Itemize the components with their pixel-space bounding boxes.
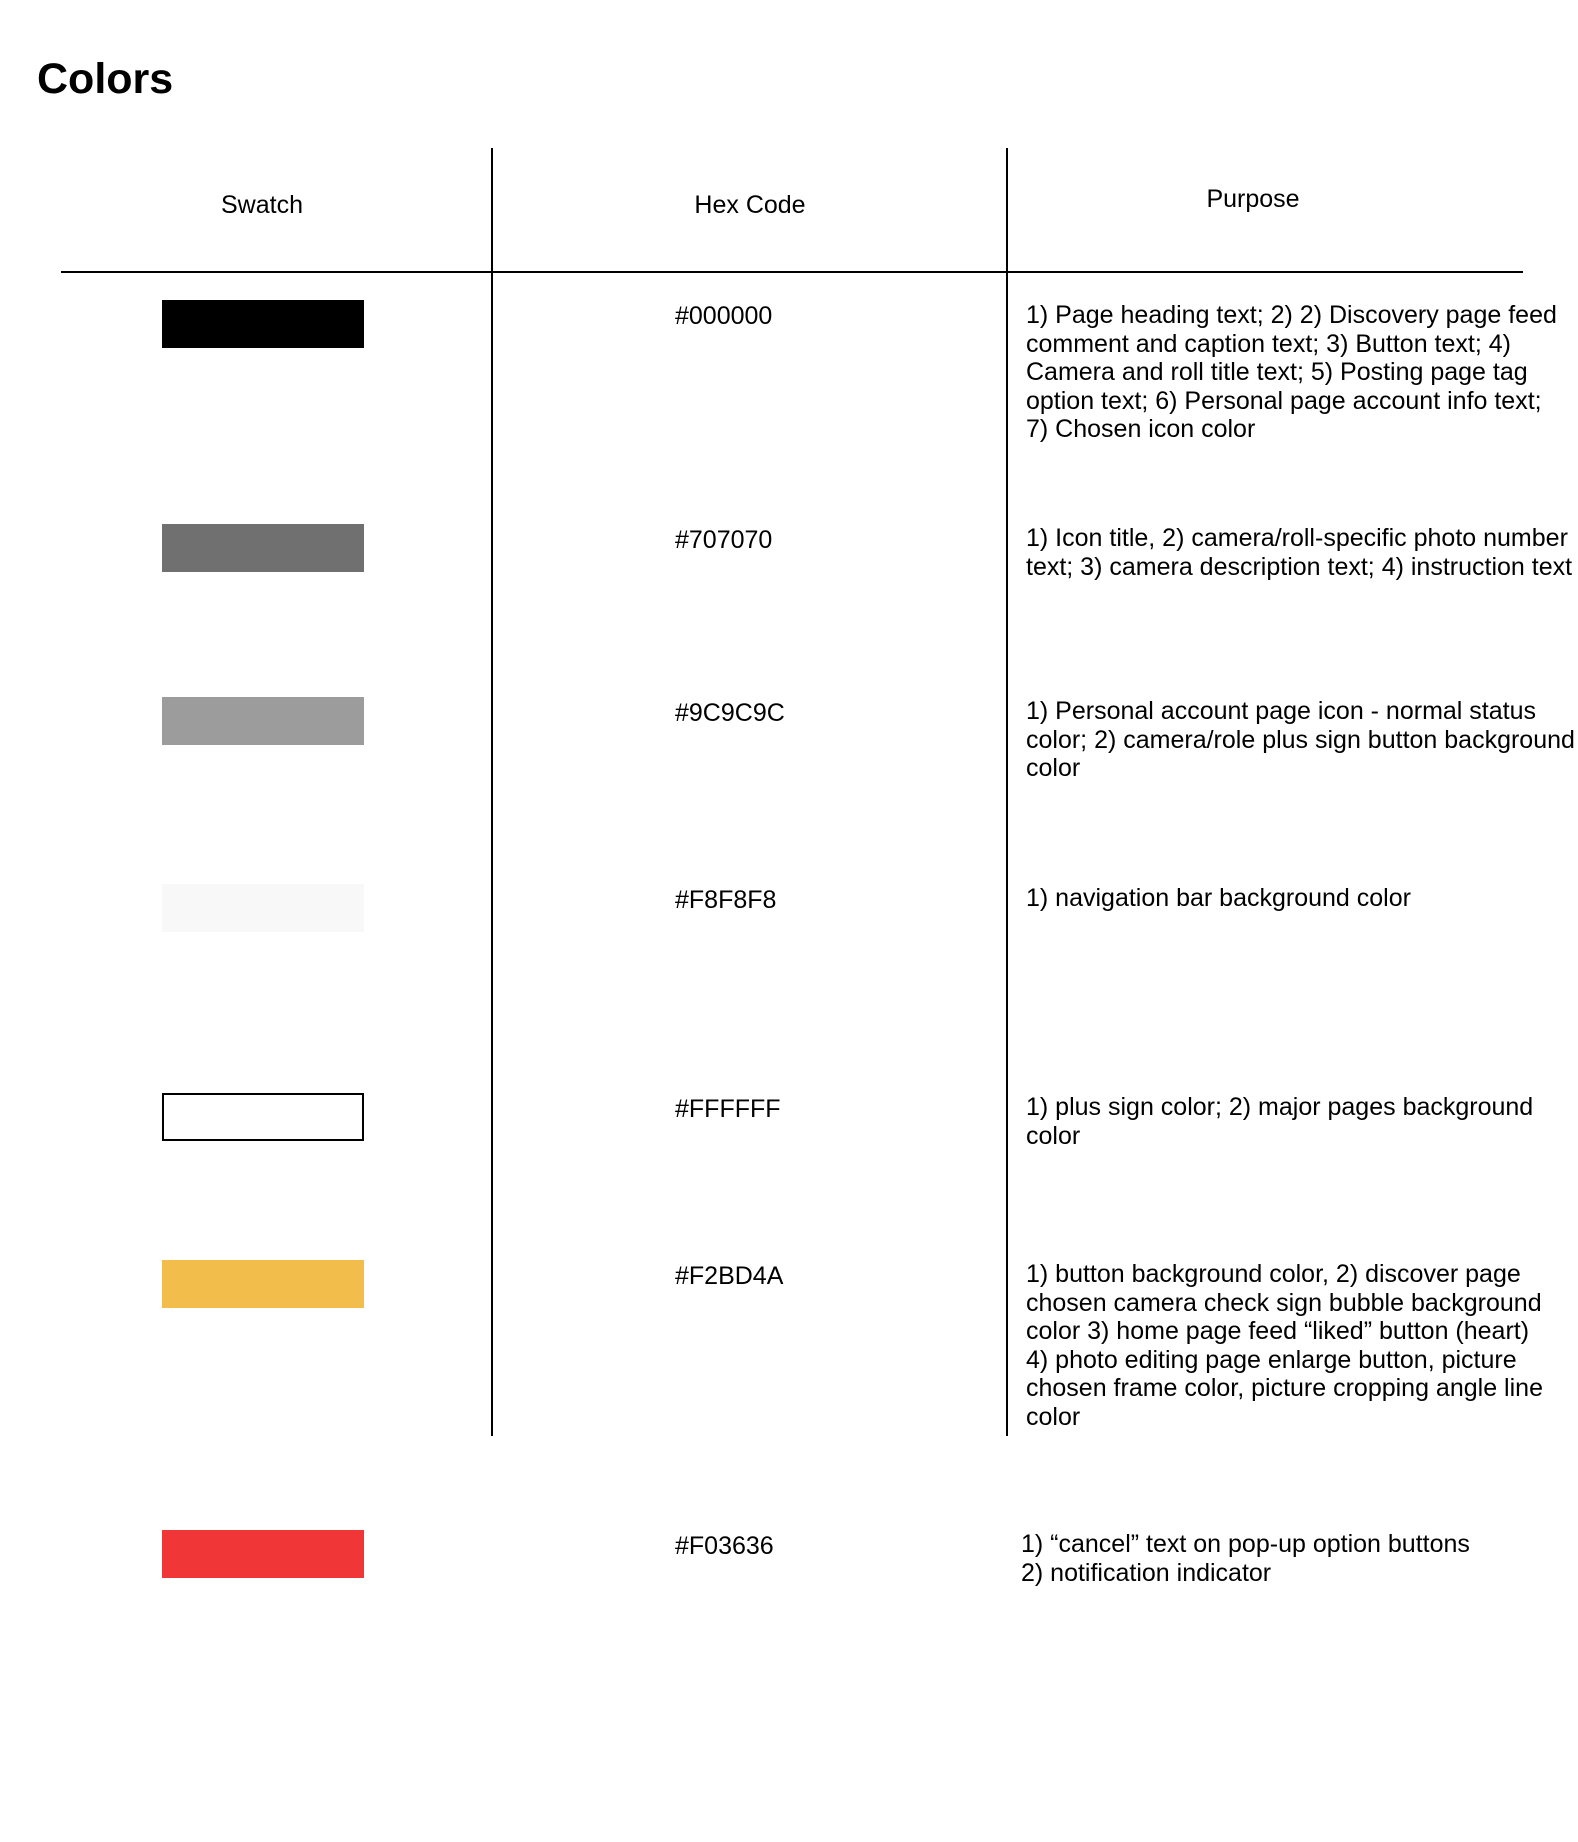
page-title: Colors [37, 55, 174, 103]
purpose-text-medium-gray [1026, 697, 1576, 783]
hex-code-white: #FFFFFF [675, 1095, 781, 1123]
column-header-hex-code: Hex Code [694, 191, 806, 219]
hex-code-medium-gray: #9C9C9C [675, 699, 785, 727]
purpose-line: color [1026, 1121, 1081, 1150]
purpose-text-dark-gray [1026, 524, 1576, 581]
hex-code-red: #F03636 [675, 1532, 774, 1560]
column-header-swatch: Swatch [221, 191, 303, 219]
column-divider-1 [491, 148, 493, 1436]
purpose-text-black [1026, 301, 1576, 444]
purpose-line: 1) plus sign color; 2) major pages background [1026, 1093, 1534, 1121]
purpose-line: chosen camera check sign bubble background [1026, 1288, 1542, 1317]
purpose-line: comment and caption text; 3) Button text; 4) [1026, 329, 1511, 358]
color-swatch-yellow [162, 1260, 364, 1308]
column-header-purpose: Purpose [1206, 185, 1300, 213]
purpose-line: color 3) home page feed “liked” button (heart) [1026, 1317, 1530, 1345]
header-divider [61, 271, 1523, 273]
purpose-line: option text; 6) Personal page account info text; [1026, 386, 1542, 415]
color-swatch-black [162, 300, 364, 348]
column-divider-2 [1006, 148, 1008, 1436]
purpose-text-white [1026, 1093, 1576, 1150]
purpose-line: Camera and roll title text; 5) Posting page tag [1026, 358, 1528, 386]
color-swatch-red [162, 1530, 364, 1578]
purpose-line: color [1026, 1402, 1081, 1431]
hex-code-dark-gray: #707070 [675, 526, 773, 554]
purpose-text-light-gray [1026, 884, 1576, 913]
purpose-line: color [1026, 754, 1081, 782]
purpose-line: 1) Page heading text; 2) 2) Discovery page feed [1026, 301, 1557, 329]
hex-code-yellow: #F2BD4A [675, 1262, 784, 1290]
purpose-line: 1) button background color, 2) discover page [1026, 1260, 1521, 1288]
purpose-text-yellow [1026, 1260, 1576, 1431]
hex-code-black: #000000 [675, 302, 773, 330]
purpose-line: text; 3) camera description text; 4) instruction text [1026, 552, 1573, 581]
hex-code-light-gray: #F8F8F8 [675, 886, 777, 914]
color-swatch-dark-gray [162, 524, 364, 572]
purpose-line: 1) navigation bar background color [1026, 884, 1411, 912]
purpose-line: 7) Chosen icon color [1026, 415, 1256, 443]
purpose-line: 4) photo editing page enlarge button, picture [1026, 1345, 1517, 1374]
color-swatch-white [162, 1093, 364, 1141]
purpose-line: 2) notification indicator [1021, 1558, 1272, 1587]
color-swatch-light-gray [162, 884, 364, 932]
purpose-line: 1) Personal account page icon - normal status [1026, 697, 1536, 725]
purpose-line: 1) “cancel” text on pop-up option buttons [1021, 1530, 1470, 1558]
purpose-line: color; 2) camera/role plus sign button background [1026, 725, 1575, 754]
purpose-line: chosen frame color, picture cropping angle line [1026, 1374, 1543, 1402]
color-swatch-medium-gray [162, 697, 364, 745]
purpose-line: 1) Icon title, 2) camera/roll-specific photo number [1026, 524, 1568, 552]
purpose-text-red [1021, 1530, 1571, 1587]
